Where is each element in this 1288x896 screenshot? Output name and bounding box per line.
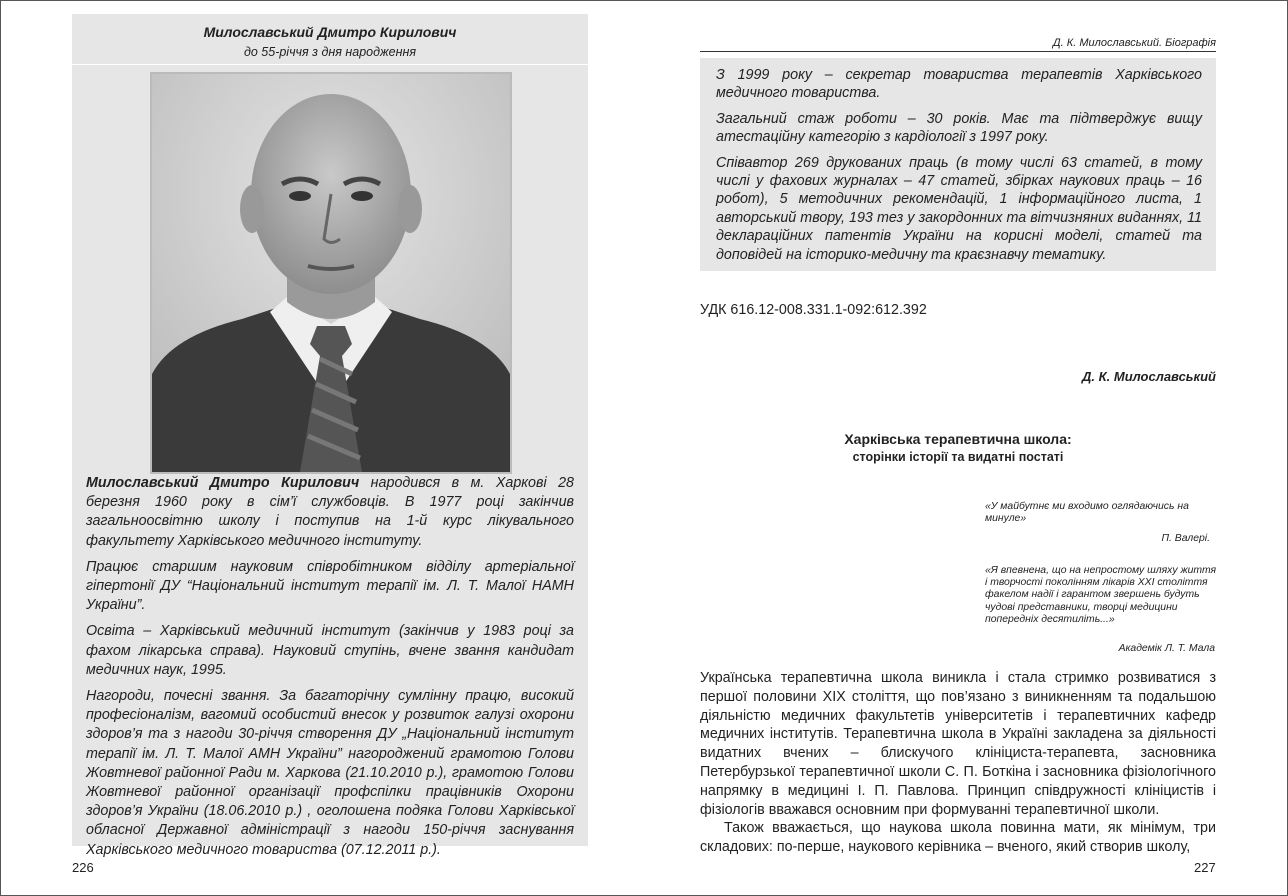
- article-body: [700, 669, 1216, 857]
- running-head-rule: [700, 51, 1216, 52]
- body-paragraph: Українська терапевтична школа виникла і стала стримко розвиватися з першої половини XIX століття, що пов’язано з виникненням та подальшою діяльністю медичних факультетів університетів і терапевтичних кафедр медичних інститутів. Терапевтична школа в Україні закладена за діяльності видатних вчених – блискучого клініциста-терапевта, засновника Петербурзької терапевтичної школи С. П. Боткіна і засновника фізіологічного напрямку в медицині І. П. Павлова. Принцип співдружності клініцистів і фізіологів вважався основним при формуванні терапевтичної школи.: [700, 670, 1216, 818]
- page-number-right: 227: [1194, 860, 1216, 875]
- bio-paragraph: Співавтор 269 друкованих праць (в тому числі 63 статей, в тому числі у фахових журналах – 47 статей, збірках наукових праць – 16 робот), 5 методичних рекомендацій, 1 інформаційного листа, 1 авторський твору, 193 тез у закордонних та вітчизняних виданнях, 11 деклараційних патентів України на корисні моделі, статей та доповідей на історико-медичну та краєзнавчу тематику.: [716, 154, 1202, 263]
- article-title-line2: сторінки історії та видатні постаті: [852, 450, 1064, 464]
- bio-paragraph-rest: народився в м. Харкові 28 березня 1960 року в сім’ї службовців. В 1977 році закінчив загальноосвітню школу і поступив на 1-й курс лікувального факультету Харківського медичного інституту.: [86, 475, 574, 549]
- body-paragraph: Також вважається, що наукова школа повинна мати, як мінімум, три складових: по-перше, наукового керівника – вченого, який створив школу,: [700, 820, 1216, 856]
- person-name-heading: Милославський Дмитро Кирилович: [203, 24, 457, 40]
- anniversary-subtitle: до 55-річчя з дня народження: [243, 45, 417, 59]
- biography-text: [86, 474, 574, 867]
- udk-code: УДК 616.12-008.331.1-092:612.392: [700, 302, 927, 318]
- bio-name-bold: Милославський Дмитро Кирилович: [86, 475, 360, 491]
- epigraph-2: «Я впевнена, що на непростому шляху життя і творчості поколінням лікарів XXI століття факелом надії і гарантом звершень будуть чудові представники, творці медицини попередніх десятиліть...»: [985, 565, 1217, 625]
- article-title-line1: Харківська терапевтична школа:: [844, 431, 1072, 447]
- header-divider: [72, 64, 588, 65]
- bio-paragraph: Нагороди, почесні звання. За багаторічну сумлінну працю, високий професіоналізм, вагомий особистий внесок у розвиток галузі охорони здоров’я та з нагоди 30-річчя створення ДУ „Національний інститут терапії ім. Л. Т. Малої АМН України” нагороджений грамотою Голови Жовтневої районної Ради м. Харкова (21.10.2010 р.), грамотою Голови Жовтневої районної організації профспілки працівників Охорони здоров’я України (18.06.2010 р.) , оголошена подяка Голови Харківської обласної Державної адміністрації з нагоди 150-річчя заснування Харківського медичного товариства (07.12.2011 р.).: [86, 688, 574, 858]
- portrait-photo: [150, 72, 512, 474]
- bio-paragraph: Загальний стаж роботи – 30 років. Має та підтверджує вищу атестаційну категорію з кардіології з 1997 року.: [716, 110, 1202, 146]
- bio-paragraph: [86, 474, 574, 551]
- epigraph-2-attribution: Академік Л. Т. Мала: [1118, 643, 1215, 654]
- bio-paragraph: Освіта – Харківський медичний інститут (закінчив у 1983 році за фахом лікарська справа). Науковий ступінь, вчене звання кандидат медичних наук, 1995.: [86, 623, 574, 678]
- epigraph-1: «У майбутнє ми входимо оглядаючись на минуле»: [985, 501, 1189, 525]
- right-page: [644, 0, 1288, 896]
- page-number-left: 226: [72, 860, 94, 875]
- bio-paragraph: З 1999 року – секретар товариства терапевтів Харківського медичного товариства.: [716, 67, 1202, 102]
- epigraph-1-attribution: П. Валері.: [1161, 533, 1210, 544]
- running-head: Д. К. Милославський. Біографія: [1052, 37, 1216, 49]
- article-author: Д. К. Милославський: [1082, 369, 1216, 384]
- biography-continued-box: [700, 58, 1216, 271]
- bio-paragraph: Працює старшим науковим співробітником відділу артеріальної гіпертонії ДУ “Національний інститут терапії ім. Л. Т. Малої НАМН України”.: [86, 558, 574, 614]
- biography-continued-text: [716, 66, 1202, 271]
